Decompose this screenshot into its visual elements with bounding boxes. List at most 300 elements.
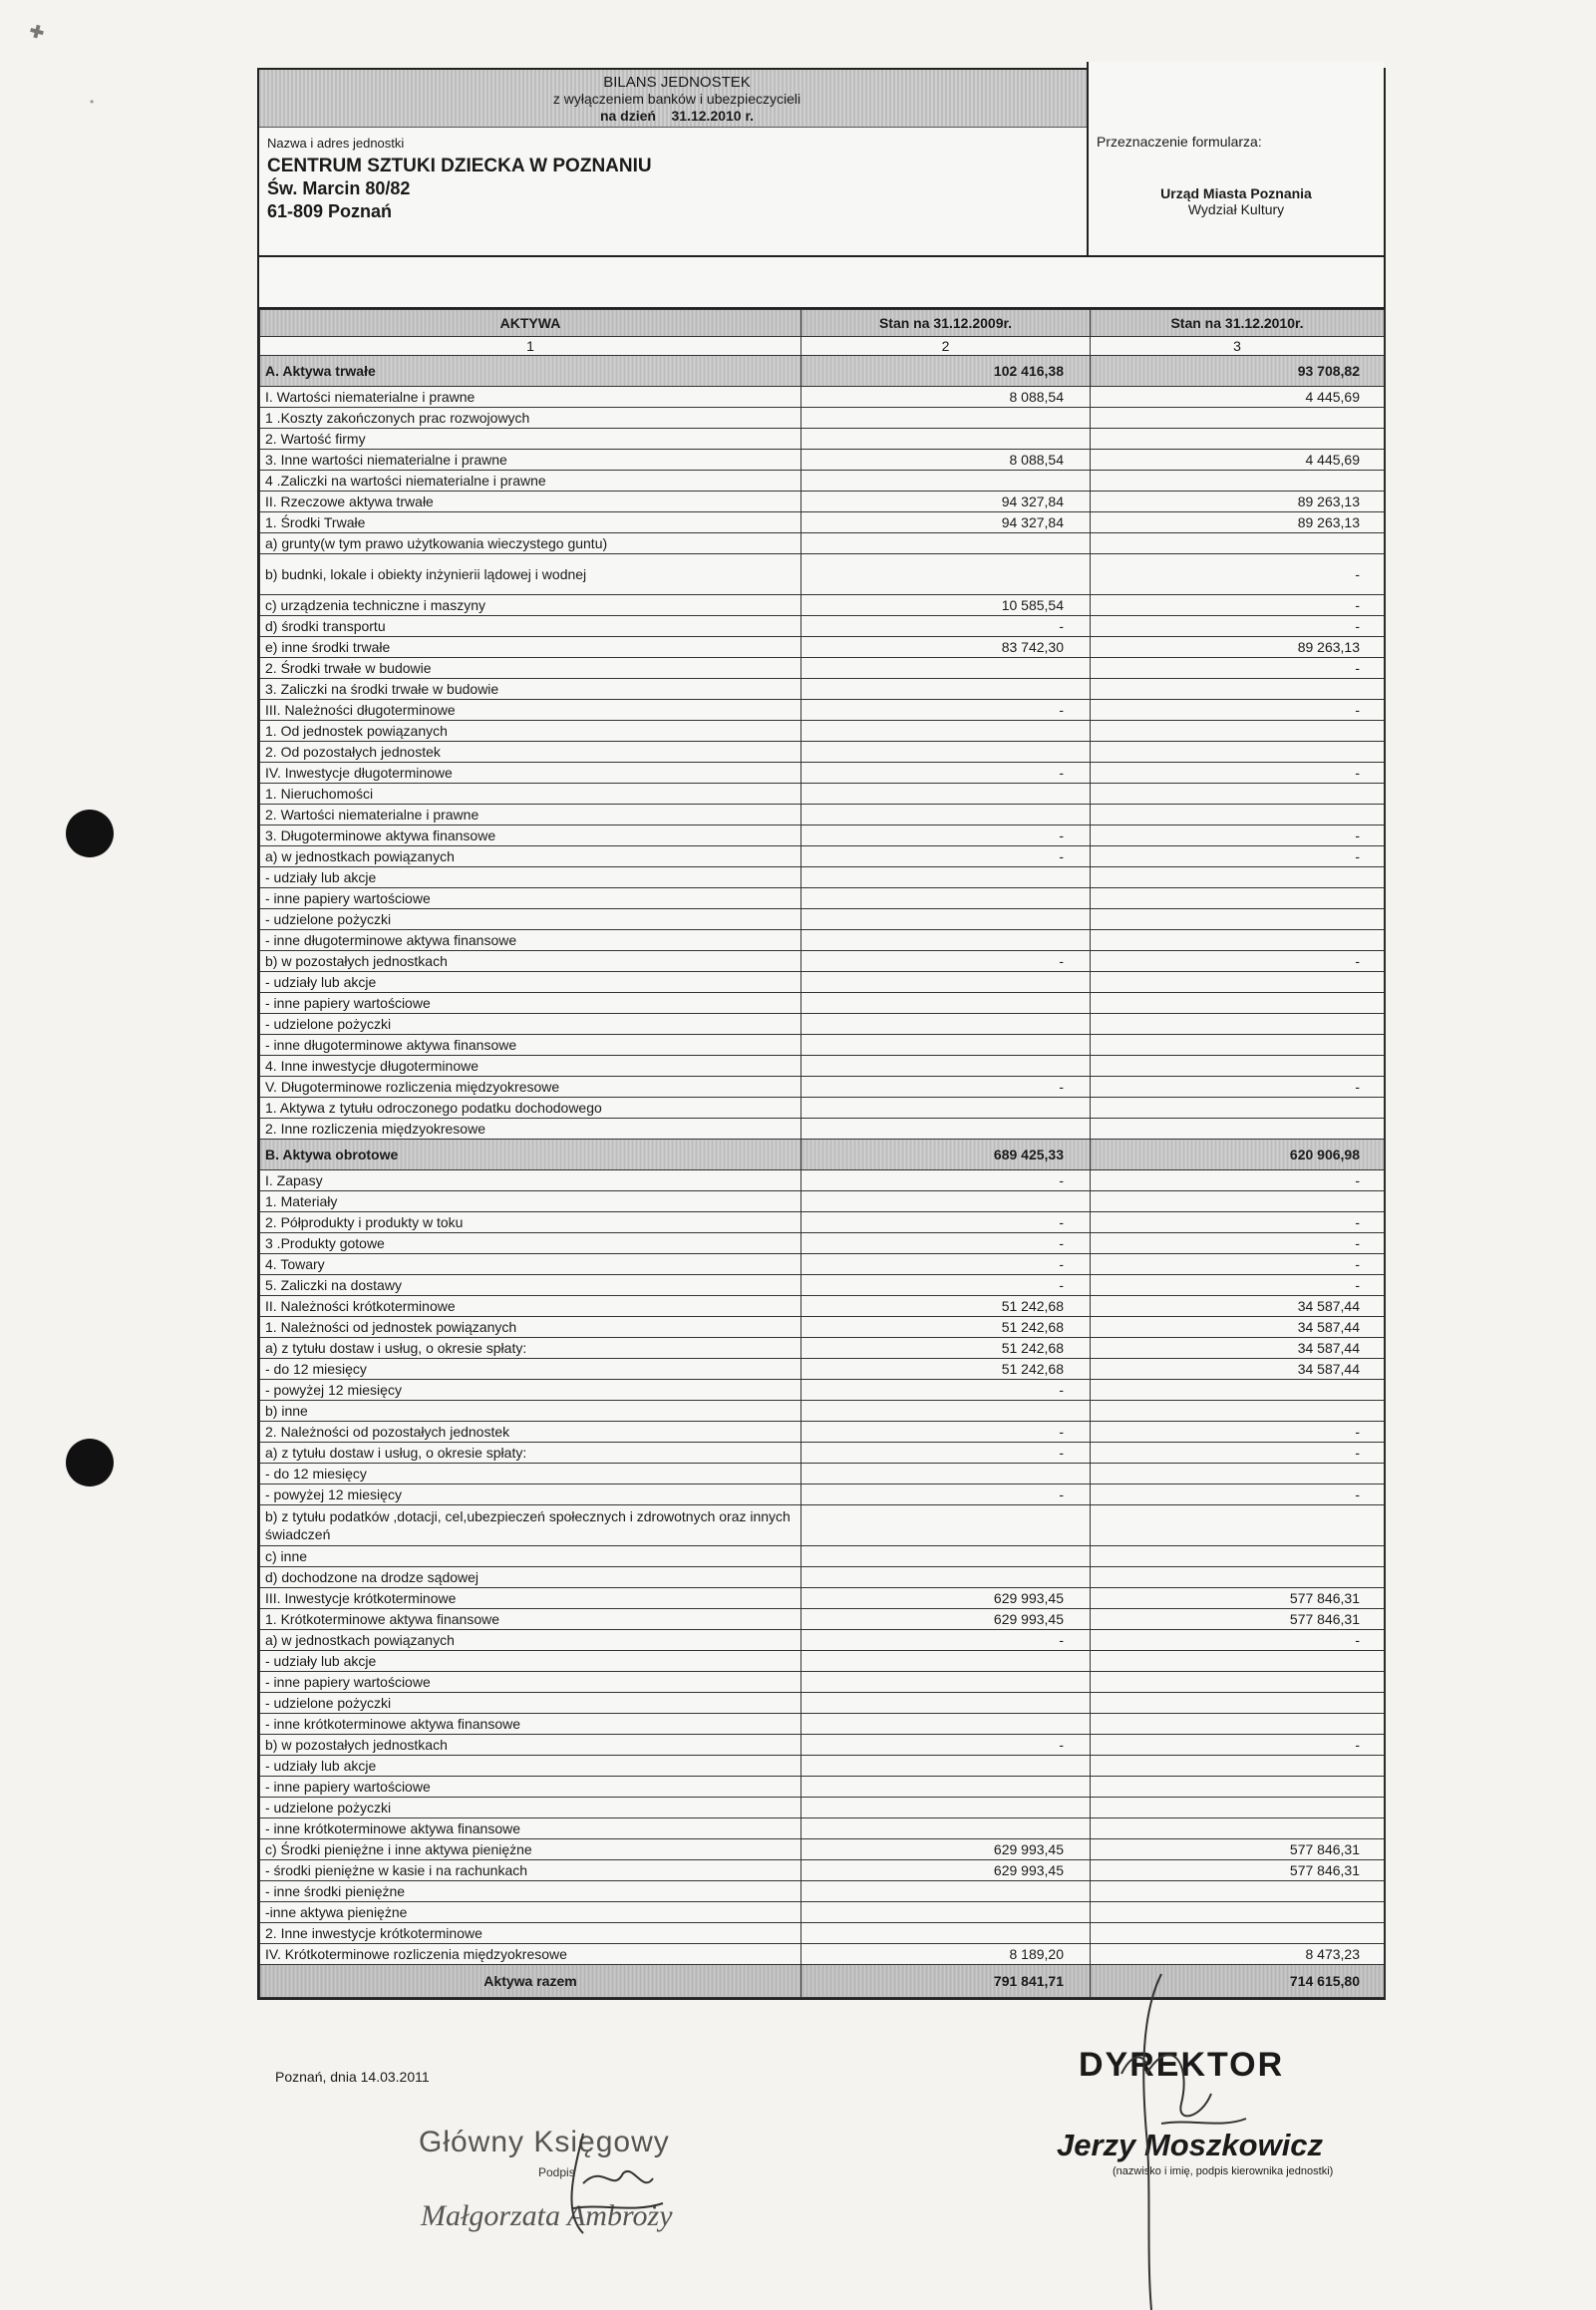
row-label: - udzielone pożyczki — [260, 909, 801, 930]
row-label: 2. Wartość firmy — [260, 429, 801, 450]
row-value-2009 — [801, 1119, 1091, 1140]
row-value-2010 — [1091, 1902, 1385, 1923]
row-value-2009: - — [801, 1254, 1091, 1275]
row-value-2010: - — [1091, 846, 1385, 867]
table-row — [260, 1233, 1385, 1254]
row-label: 1. Nieruchomości — [260, 784, 801, 805]
row-value-2010: - — [1091, 1422, 1385, 1443]
table-row — [260, 1609, 1385, 1630]
table-row — [260, 700, 1385, 721]
row-value-2010: - — [1091, 554, 1385, 595]
row-value-2010 — [1091, 1119, 1385, 1140]
row-value-2009: - — [801, 616, 1091, 637]
table-row — [260, 721, 1385, 742]
row-value-2010 — [1091, 429, 1385, 450]
table-row — [260, 1505, 1385, 1546]
form-title — [259, 70, 1095, 128]
row-value-2010 — [1091, 909, 1385, 930]
row-value-2009 — [801, 1505, 1091, 1546]
row-value-2010: - — [1091, 1254, 1385, 1275]
row-value-2009 — [801, 867, 1091, 888]
table-row — [260, 1035, 1385, 1056]
row-label: b) z tytułu podatków ,dotacji, cel,ubezpieczeń społecznych i zdrowotnych oraz innych świadczeń — [260, 1505, 801, 1546]
row-value-2009 — [801, 805, 1091, 825]
row-value-2009: 83 742,30 — [801, 637, 1091, 658]
row-value-2010: - — [1091, 1735, 1385, 1756]
assets-table — [259, 309, 1385, 1998]
row-value-2009 — [801, 554, 1091, 595]
table-row — [260, 1464, 1385, 1485]
row-value-2009: 629 993,45 — [801, 1839, 1091, 1860]
row-value-2010 — [1091, 471, 1385, 492]
row-value-2009: - — [801, 1275, 1091, 1296]
row-value-2010 — [1091, 1818, 1385, 1839]
row-value-2010: 577 846,31 — [1091, 1609, 1385, 1630]
row-value-2010 — [1091, 721, 1385, 742]
row-value-2009 — [801, 1818, 1091, 1839]
row-value-2009: 51 242,68 — [801, 1338, 1091, 1359]
row-value-2009: - — [801, 1212, 1091, 1233]
table-row — [260, 1714, 1385, 1735]
table-row — [260, 387, 1385, 408]
row-label: e) inne środki trwałe — [260, 637, 801, 658]
table-header-row — [260, 310, 1385, 337]
row-value-2010 — [1091, 888, 1385, 909]
row-label: 2. Inne rozliczenia międzyokresowe — [260, 1119, 801, 1140]
row-label: 3. Długoterminowe aktywa finansowe — [260, 825, 801, 846]
row-label: - do 12 miesięcy — [260, 1359, 801, 1380]
row-label: 1. Aktywa z tytułu odroczonego podatku dochodowego — [260, 1098, 801, 1119]
row-value-2010 — [1091, 1923, 1385, 1944]
destination-line2: Wydział Kultury — [1187, 201, 1285, 217]
row-label: - inne krótkoterminowe aktywa finansowe — [260, 1714, 801, 1735]
row-label: III. Należności długoterminowe — [260, 700, 801, 721]
row-value-2009: - — [801, 1380, 1091, 1401]
row-value-2010: 577 846,31 — [1091, 1588, 1385, 1609]
table-row — [260, 846, 1385, 867]
row-label: a) w jednostkach powiązanych — [260, 1630, 801, 1651]
table-row — [260, 909, 1385, 930]
accountant-caption: Podpis — [538, 2165, 575, 2179]
table-row — [260, 1735, 1385, 1756]
row-value-2009: 51 242,68 — [801, 1296, 1091, 1317]
row-label: b) w pozostałych jednostkach — [260, 1735, 801, 1756]
table-row — [260, 1860, 1385, 1881]
director-caption: (nazwisko i imię, podpis kierownika jednostki) — [1113, 2165, 1334, 2177]
table-row — [260, 784, 1385, 805]
row-label: - do 12 miesięcy — [260, 1464, 801, 1485]
row-value-2009 — [801, 909, 1091, 930]
table-row — [260, 1923, 1385, 1944]
row-value-2009 — [801, 972, 1091, 993]
row-label: d) dochodzone na drodze sądowej — [260, 1567, 801, 1588]
row-value-2009 — [801, 1651, 1091, 1672]
table-row — [260, 993, 1385, 1014]
table-row — [260, 825, 1385, 846]
row-value-2010: - — [1091, 1630, 1385, 1651]
row-label: - powyżej 12 miesięcy — [260, 1380, 801, 1401]
row-value-2010: 34 587,44 — [1091, 1317, 1385, 1338]
row-value-2009: 94 327,84 — [801, 492, 1091, 512]
row-value-2010 — [1091, 1651, 1385, 1672]
table-row — [260, 1546, 1385, 1567]
unit-name: CENTRUM SZTUKI DZIECKA W POZNANIU — [267, 156, 652, 176]
row-label: I. Zapasy — [260, 1170, 801, 1191]
table-row — [260, 1296, 1385, 1317]
row-value-2010: - — [1091, 763, 1385, 784]
table-row — [260, 951, 1385, 972]
row-label: 1 .Koszty zakończonych prac rozwojowych — [260, 408, 801, 429]
table-row — [260, 1567, 1385, 1588]
row-value-2010 — [1091, 679, 1385, 700]
row-value-2010 — [1091, 784, 1385, 805]
row-value-2009 — [801, 679, 1091, 700]
destination-line1: Urząd Miasta Poznania — [1160, 185, 1312, 201]
row-value-2009 — [801, 1777, 1091, 1798]
row-value-2009 — [801, 784, 1091, 805]
row-value-2009 — [801, 1401, 1091, 1422]
row-value-2010 — [1091, 533, 1385, 554]
row-value-2010: - — [1091, 700, 1385, 721]
table-row — [260, 533, 1385, 554]
row-label: I. Wartości niematerialne i prawne — [260, 387, 801, 408]
destination-label: Przeznaczenie formularza: — [1097, 134, 1262, 150]
table-row — [260, 1275, 1385, 1296]
table-row — [260, 471, 1385, 492]
row-label: a) z tytułu dostaw i usług, o okresie spłaty: — [260, 1443, 801, 1464]
row-value-2009 — [801, 930, 1091, 951]
column-number-1: 1 — [260, 337, 801, 356]
row-value-2010: - — [1091, 825, 1385, 846]
destination-block — [1087, 62, 1384, 255]
row-label: 2. Wartości niematerialne i prawne — [260, 805, 801, 825]
row-label: - udziały lub akcje — [260, 1756, 801, 1777]
row-value-2009: - — [801, 951, 1091, 972]
row-label: a) z tytułu dostaw i usług, o okresie spłaty: — [260, 1338, 801, 1359]
table-row — [260, 1212, 1385, 1233]
table-row — [260, 1798, 1385, 1818]
row-label: a) w jednostkach powiązanych — [260, 846, 801, 867]
row-value-2010 — [1091, 1714, 1385, 1735]
row-label: - powyżej 12 miesięcy — [260, 1485, 801, 1505]
row-value-2009: - — [801, 1735, 1091, 1756]
row-value-2010 — [1091, 1505, 1385, 1546]
balance-sheet-form — [257, 68, 1386, 2000]
row-label: 2. Środki trwałe w budowie — [260, 658, 801, 679]
row-label: 3. Zaliczki na środki trwałe w budowie — [260, 679, 801, 700]
row-label: 1. Od jednostek powiązanych — [260, 721, 801, 742]
table-row — [260, 1338, 1385, 1359]
row-value-2010: - — [1091, 1275, 1385, 1296]
row-value-2010 — [1091, 1014, 1385, 1035]
row-value-2009 — [801, 1693, 1091, 1714]
row-value-2010: 34 587,44 — [1091, 1338, 1385, 1359]
table-row — [260, 763, 1385, 784]
table-row — [260, 1119, 1385, 1140]
row-label: - udziały lub akcje — [260, 867, 801, 888]
row-value-2009 — [801, 1756, 1091, 1777]
table-row — [260, 1359, 1385, 1380]
row-value-2009 — [801, 658, 1091, 679]
row-value-2009 — [801, 1567, 1091, 1588]
row-value-2009 — [801, 1902, 1091, 1923]
row-value-2010: 34 587,44 — [1091, 1359, 1385, 1380]
row-value-2009 — [801, 993, 1091, 1014]
corner-dot-icon: • — [90, 95, 95, 109]
unit-label: Nazwa i adres jednostki — [267, 136, 405, 151]
table-row — [260, 679, 1385, 700]
row-value-2010 — [1091, 1777, 1385, 1798]
table-row — [260, 930, 1385, 951]
table-row — [260, 637, 1385, 658]
row-label: c) urządzenia techniczne i maszyny — [260, 595, 801, 616]
row-value-2009 — [801, 1035, 1091, 1056]
row-value-2010 — [1091, 1881, 1385, 1902]
row-value-2010: - — [1091, 951, 1385, 972]
row-label: - środki pieniężne w kasie i na rachunkach — [260, 1860, 801, 1881]
row-label: 3 .Produkty gotowe — [260, 1233, 801, 1254]
row-value-2010 — [1091, 1464, 1385, 1485]
row-value-2010: 4 445,69 — [1091, 387, 1385, 408]
corner-mark-icon: ✖ — [25, 19, 49, 45]
row-value-2009: - — [801, 1443, 1091, 1464]
row-value-2010: - — [1091, 616, 1385, 637]
row-label: - inne papiery wartościowe — [260, 1672, 801, 1693]
row-label: 4. Towary — [260, 1254, 801, 1275]
table-row — [260, 356, 1385, 387]
row-label: II. Rzeczowe aktywa trwałe — [260, 492, 801, 512]
row-value-2009: 689 425,33 — [801, 1140, 1091, 1170]
row-value-2009: 10 585,54 — [801, 595, 1091, 616]
row-value-2009: - — [801, 825, 1091, 846]
row-label: 1. Krótkoterminowe aktywa finansowe — [260, 1609, 801, 1630]
row-value-2009 — [801, 1798, 1091, 1818]
form-title-date-prefix: na dzień — [599, 108, 656, 124]
row-value-2010: 4 445,69 — [1091, 450, 1385, 471]
punch-hole-icon — [66, 1439, 114, 1486]
row-label: A. Aktywa trwałe — [260, 356, 801, 387]
row-value-2010 — [1091, 1401, 1385, 1422]
table-row — [260, 1777, 1385, 1798]
row-label: 2. Należności od pozostałych jednostek — [260, 1422, 801, 1443]
row-label: - udzielone pożyczki — [260, 1798, 801, 1818]
table-row — [260, 1756, 1385, 1777]
row-value-2009 — [801, 1714, 1091, 1735]
row-value-2010: 620 906,98 — [1091, 1140, 1385, 1170]
row-value-2010 — [1091, 1380, 1385, 1401]
table-row — [260, 742, 1385, 763]
director-stamp-name: Jerzy Moszkowicz — [1057, 2128, 1324, 2162]
row-label: - inne papiery wartościowe — [260, 1777, 801, 1798]
row-value-2009: - — [801, 1422, 1091, 1443]
row-value-2010: 577 846,31 — [1091, 1860, 1385, 1881]
row-label: 3. Inne wartości niematerialne i prawne — [260, 450, 801, 471]
row-label: 1. Środki Trwałe — [260, 512, 801, 533]
row-value-2010 — [1091, 867, 1385, 888]
row-value-2010: - — [1091, 658, 1385, 679]
row-label: -inne aktywa pieniężne — [260, 1902, 801, 1923]
row-value-2009: - — [801, 1077, 1091, 1098]
row-label: 2. Od pozostałych jednostek — [260, 742, 801, 763]
row-value-2010: 34 587,44 — [1091, 1296, 1385, 1317]
column-number-2: 2 — [801, 337, 1091, 356]
row-value-2009 — [801, 471, 1091, 492]
row-value-2010: 577 846,31 — [1091, 1839, 1385, 1860]
row-value-2009 — [801, 1464, 1091, 1485]
row-label: 5. Zaliczki na dostawy — [260, 1275, 801, 1296]
row-value-2009: 629 993,45 — [801, 1609, 1091, 1630]
table-row — [260, 1881, 1385, 1902]
table-row — [260, 1014, 1385, 1035]
row-value-2010 — [1091, 1035, 1385, 1056]
row-label: V. Długoterminowe rozliczenia międzyokresowe — [260, 1077, 801, 1098]
row-value-2009: - — [801, 1630, 1091, 1651]
row-value-2010 — [1091, 1693, 1385, 1714]
row-label: - inne długoterminowe aktywa finansowe — [260, 930, 801, 951]
row-value-2010 — [1091, 1756, 1385, 1777]
director-stamp-title: DYREKTOR — [1079, 2046, 1285, 2084]
column-header-2009: Stan na 31.12.2009r. — [801, 310, 1091, 337]
row-label: - udziały lub akcje — [260, 1651, 801, 1672]
row-value-2010: 89 263,13 — [1091, 492, 1385, 512]
column-number-3: 3 — [1091, 337, 1385, 356]
row-value-2010: - — [1091, 1077, 1385, 1098]
form-header — [259, 128, 1384, 257]
row-label: - udziały lub akcje — [260, 972, 801, 993]
row-value-2009 — [801, 1014, 1091, 1035]
row-label: d) środki transportu — [260, 616, 801, 637]
table-row — [260, 1056, 1385, 1077]
table-row — [260, 1443, 1385, 1464]
row-label: - udzielone pożyczki — [260, 1693, 801, 1714]
row-value-2009: - — [801, 700, 1091, 721]
table-row — [260, 429, 1385, 450]
table-row — [260, 1077, 1385, 1098]
table-row — [260, 1485, 1385, 1505]
row-label: 4 .Zaliczki na wartości niematerialne i prawne — [260, 471, 801, 492]
row-label: - inne papiery wartościowe — [260, 993, 801, 1014]
row-value-2009 — [801, 1672, 1091, 1693]
table-row — [260, 1317, 1385, 1338]
table-row — [260, 595, 1385, 616]
table-row — [260, 1170, 1385, 1191]
row-value-2010 — [1091, 1098, 1385, 1119]
column-header-2010: Stan na 31.12.2010r. — [1091, 310, 1385, 337]
row-label: b) inne — [260, 1401, 801, 1422]
row-value-2010: - — [1091, 1170, 1385, 1191]
row-label: b) w pozostałych jednostkach — [260, 951, 801, 972]
row-value-2010: - — [1091, 1233, 1385, 1254]
row-label: a) grunty(w tym prawo użytkowania wieczystego guntu) — [260, 533, 801, 554]
row-label: 2. Półprodukty i produkty w toku — [260, 1212, 801, 1233]
table-row — [260, 1672, 1385, 1693]
row-value-2010 — [1091, 972, 1385, 993]
row-value-2010: 8 473,23 — [1091, 1944, 1385, 1965]
table-row — [260, 1401, 1385, 1422]
row-value-2009: - — [801, 1233, 1091, 1254]
row-value-2010: - — [1091, 1485, 1385, 1505]
row-value-2009: 51 242,68 — [801, 1317, 1091, 1338]
row-value-2009 — [801, 721, 1091, 742]
table-row — [260, 1588, 1385, 1609]
row-value-2009 — [801, 1881, 1091, 1902]
assets-table-body — [260, 356, 1385, 1998]
table-row — [260, 1422, 1385, 1443]
row-value-2009 — [801, 1056, 1091, 1077]
row-label: 1. Materiały — [260, 1191, 801, 1212]
row-value-2010 — [1091, 930, 1385, 951]
row-label: - inne krótkoterminowe aktywa finansowe — [260, 1818, 801, 1839]
table-row — [260, 972, 1385, 993]
row-value-2010 — [1091, 1567, 1385, 1588]
table-row — [260, 1254, 1385, 1275]
row-value-2010 — [1091, 408, 1385, 429]
row-label: III. Inwestycje krótkoterminowe — [260, 1588, 801, 1609]
table-row — [260, 1140, 1385, 1170]
row-value-2010 — [1091, 1191, 1385, 1212]
place-and-date: Poznań, dnia 14.03.2011 — [275, 2069, 430, 2085]
row-value-2010: 93 708,82 — [1091, 356, 1385, 387]
row-value-2010 — [1091, 805, 1385, 825]
accountant-stamp-title: Główny Księgowy — [419, 2126, 670, 2158]
table-row — [260, 867, 1385, 888]
row-value-2009: 8 189,20 — [801, 1944, 1091, 1965]
row-value-2009 — [801, 1098, 1091, 1119]
table-row — [260, 805, 1385, 825]
column-header-assets: AKTYWA — [260, 310, 801, 337]
table-row — [260, 1098, 1385, 1119]
table-row — [260, 1630, 1385, 1651]
row-label: II. Należności krótkoterminowe — [260, 1296, 801, 1317]
table-row — [260, 1693, 1385, 1714]
table-row — [260, 888, 1385, 909]
row-value-2009: 629 993,45 — [801, 1588, 1091, 1609]
column-number-row — [260, 337, 1385, 356]
row-value-2010: - — [1091, 595, 1385, 616]
row-value-2009: 51 242,68 — [801, 1359, 1091, 1380]
row-label: - udzielone pożyczki — [260, 1014, 801, 1035]
row-value-2010 — [1091, 1672, 1385, 1693]
form-title-line1: BILANS JEDNOSTEK — [603, 74, 751, 91]
row-label: 4. Inne inwestycje długoterminowe — [260, 1056, 801, 1077]
row-label: c) Środki pieniężne i inne aktywa pieniężne — [260, 1839, 801, 1860]
row-value-2009: - — [801, 763, 1091, 784]
row-value-2009 — [801, 533, 1091, 554]
table-row — [260, 1191, 1385, 1212]
row-label: c) inne — [260, 1546, 801, 1567]
row-value-2009: - — [801, 846, 1091, 867]
header-spacer — [259, 257, 1384, 309]
row-value-2009: 94 327,84 — [801, 512, 1091, 533]
table-row — [260, 408, 1385, 429]
row-label: - inne papiery wartościowe — [260, 888, 801, 909]
row-value-2009: 102 416,38 — [801, 356, 1091, 387]
row-value-2009: 629 993,45 — [801, 1860, 1091, 1881]
punch-hole-icon — [66, 810, 114, 857]
form-title-date: 31.12.2010 r. — [671, 108, 755, 124]
form-title-line2: z wyłączeniem banków i ubezpieczycieli — [552, 91, 801, 107]
unit-block — [259, 128, 1087, 255]
table-row — [260, 1902, 1385, 1923]
table-row — [260, 492, 1385, 512]
row-label: 1. Należności od jednostek powiązanych — [260, 1317, 801, 1338]
row-label: B. Aktywa obrotowe — [260, 1140, 801, 1170]
row-value-2010: 714 615,80 — [1091, 1965, 1385, 1998]
row-value-2010 — [1091, 1546, 1385, 1567]
row-value-2009 — [801, 1923, 1091, 1944]
row-value-2009: 791 841,71 — [801, 1965, 1091, 1998]
table-row — [260, 554, 1385, 595]
